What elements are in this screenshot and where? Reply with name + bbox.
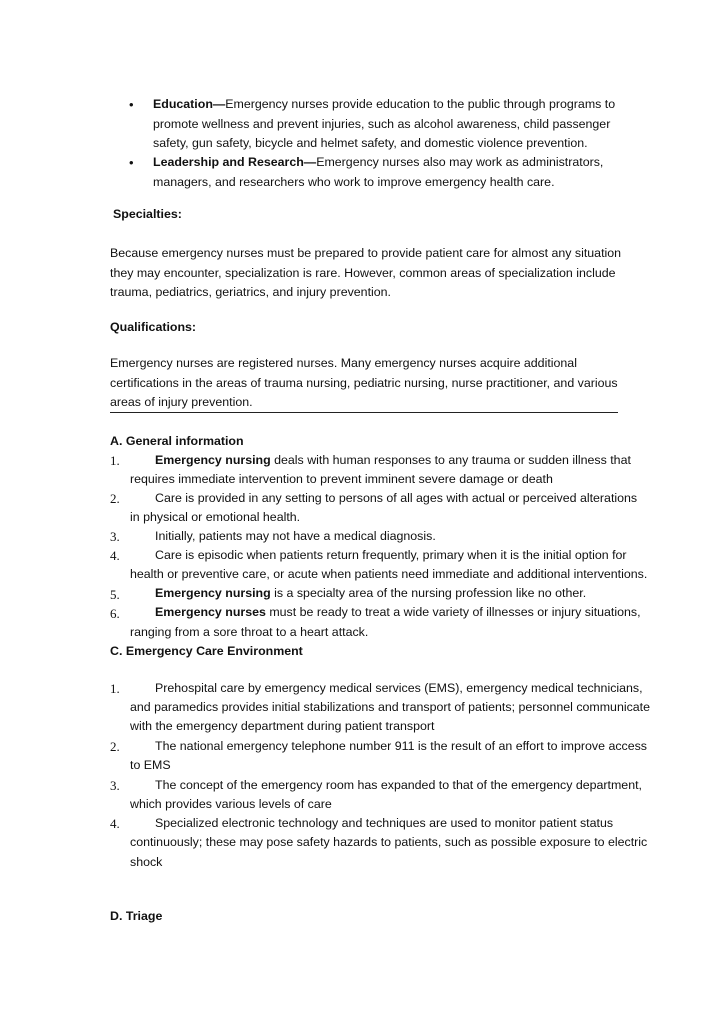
specialties-line-3: trauma, pediatrics, geriatrics, and injury prevention. xyxy=(110,285,391,299)
environment-item-number: 4. xyxy=(110,816,120,831)
environment-item-number: 1. xyxy=(110,681,120,696)
environment-item-4-line-3: shock xyxy=(130,855,163,869)
general-item-1-line-2: requires immediate intervention to prevent imminent severe damage or death xyxy=(130,472,553,486)
bullet-education-line-3: safety, gun safety, bicycle and helmet safety, and domestic violence prevention. xyxy=(153,136,588,150)
environment-item-1-line-1: Prehospital care by emergency medical services (EMS), emergency medical technicians, xyxy=(155,681,643,695)
bullet-leadership-line-1: Leadership and Research—Emergency nurses also may work as administrators, xyxy=(153,155,604,169)
environment-item-1-line-2: and paramedics provides initial stabilizations and transport of patients; personnel communicate xyxy=(130,700,651,714)
general-item-number: 6. xyxy=(110,606,120,621)
bullet-leadership-line-2: managers, and researchers who work to improve emergency health care. xyxy=(153,175,555,189)
bullet-education-line-2: promote wellness and prevent injuries, such as alcohol awareness, child passenger xyxy=(153,117,611,131)
bullet-marker: • xyxy=(129,97,134,112)
triage-heading: D. Triage xyxy=(110,909,163,923)
bullet-education-term: Education— xyxy=(153,97,226,111)
general-heading: A. General information xyxy=(110,434,244,448)
general-item-number: 2. xyxy=(110,491,120,506)
general-item-6-line-2: ranging from a sore throat to a heart attack. xyxy=(130,625,369,639)
general-item-number: 5. xyxy=(110,587,120,602)
general-item-1-line-1: Emergency nursing deals with human responses to any trauma or sudden illness that xyxy=(155,453,631,467)
bullet-leadership-term: Leadership and Research— xyxy=(153,155,317,169)
environment-item-1-line-3: with the emergency department during patient transport xyxy=(130,719,435,733)
general-item-number: 3. xyxy=(110,529,120,544)
horizontal-rule xyxy=(110,412,618,413)
bullet-education-line-1: Education—Emergency nurses provide education to the public through programs to xyxy=(153,97,616,111)
general-item-5-line-1: Emergency nursing is a specialty area of the nursing profession like no other. xyxy=(155,586,587,600)
general-item-2-line-2: in physical or emotional health. xyxy=(130,510,301,524)
environment-item-4-line-1: Specialized electronic technology and techniques are used to monitor patient status xyxy=(155,816,614,830)
specialties-heading: Specialties: xyxy=(113,207,182,221)
environment-item-4-line-2: continuously; these may pose safety hazards to patients, such as possible exposure to electric xyxy=(130,835,648,849)
environment-item-number: 2. xyxy=(110,739,120,754)
general-item-4-line-2: health or preventive care, or acute when patients need immediate and additional interventions. xyxy=(130,567,648,581)
qualifications-heading: Qualifications: xyxy=(110,320,197,334)
general-item-number: 1. xyxy=(110,453,120,468)
general-item-2-line-1: Care is provided in any setting to persons of all ages with actual or perceived alterations xyxy=(155,491,638,505)
environment-item-3-line-2: which provides various levels of care xyxy=(130,797,332,811)
qualifications-line-1: Emergency nurses are registered nurses. Many emergency nurses acquire additional xyxy=(110,356,577,370)
environment-item-number: 3. xyxy=(110,778,120,793)
specialties-line-2: they may encounter, specialization is rare. However, common areas of specialization include xyxy=(110,266,616,280)
general-item-4-line-1: Care is episodic when patients return frequently, primary when it is the initial option for xyxy=(155,548,627,562)
general-item-3-line-1: Initially, patients may not have a medical diagnosis. xyxy=(155,529,436,543)
general-item-6-line-1: Emergency nurses must be ready to treat a wide variety of illnesses or injury situations, xyxy=(155,605,641,619)
qualifications-line-3: areas of injury prevention. xyxy=(110,395,253,409)
specialties-line-1: Because emergency nurses must be prepared to provide patient care for almost any situation xyxy=(110,246,622,260)
qualifications-line-2: certifications in the areas of trauma nursing, pediatric nursing, nurse practitioner, and various xyxy=(110,376,618,390)
general-item-number: 4. xyxy=(110,548,120,563)
environment-item-2-line-2: to EMS xyxy=(130,758,171,772)
environment-heading: C. Emergency Care Environment xyxy=(110,644,303,658)
environment-item-2-line-1: The national emergency telephone number 911 is the result of an effort to improve access xyxy=(155,739,648,753)
environment-item-3-line-1: The concept of the emergency room has expanded to that of the emergency department, xyxy=(155,778,642,792)
bullet-marker: • xyxy=(129,155,134,170)
